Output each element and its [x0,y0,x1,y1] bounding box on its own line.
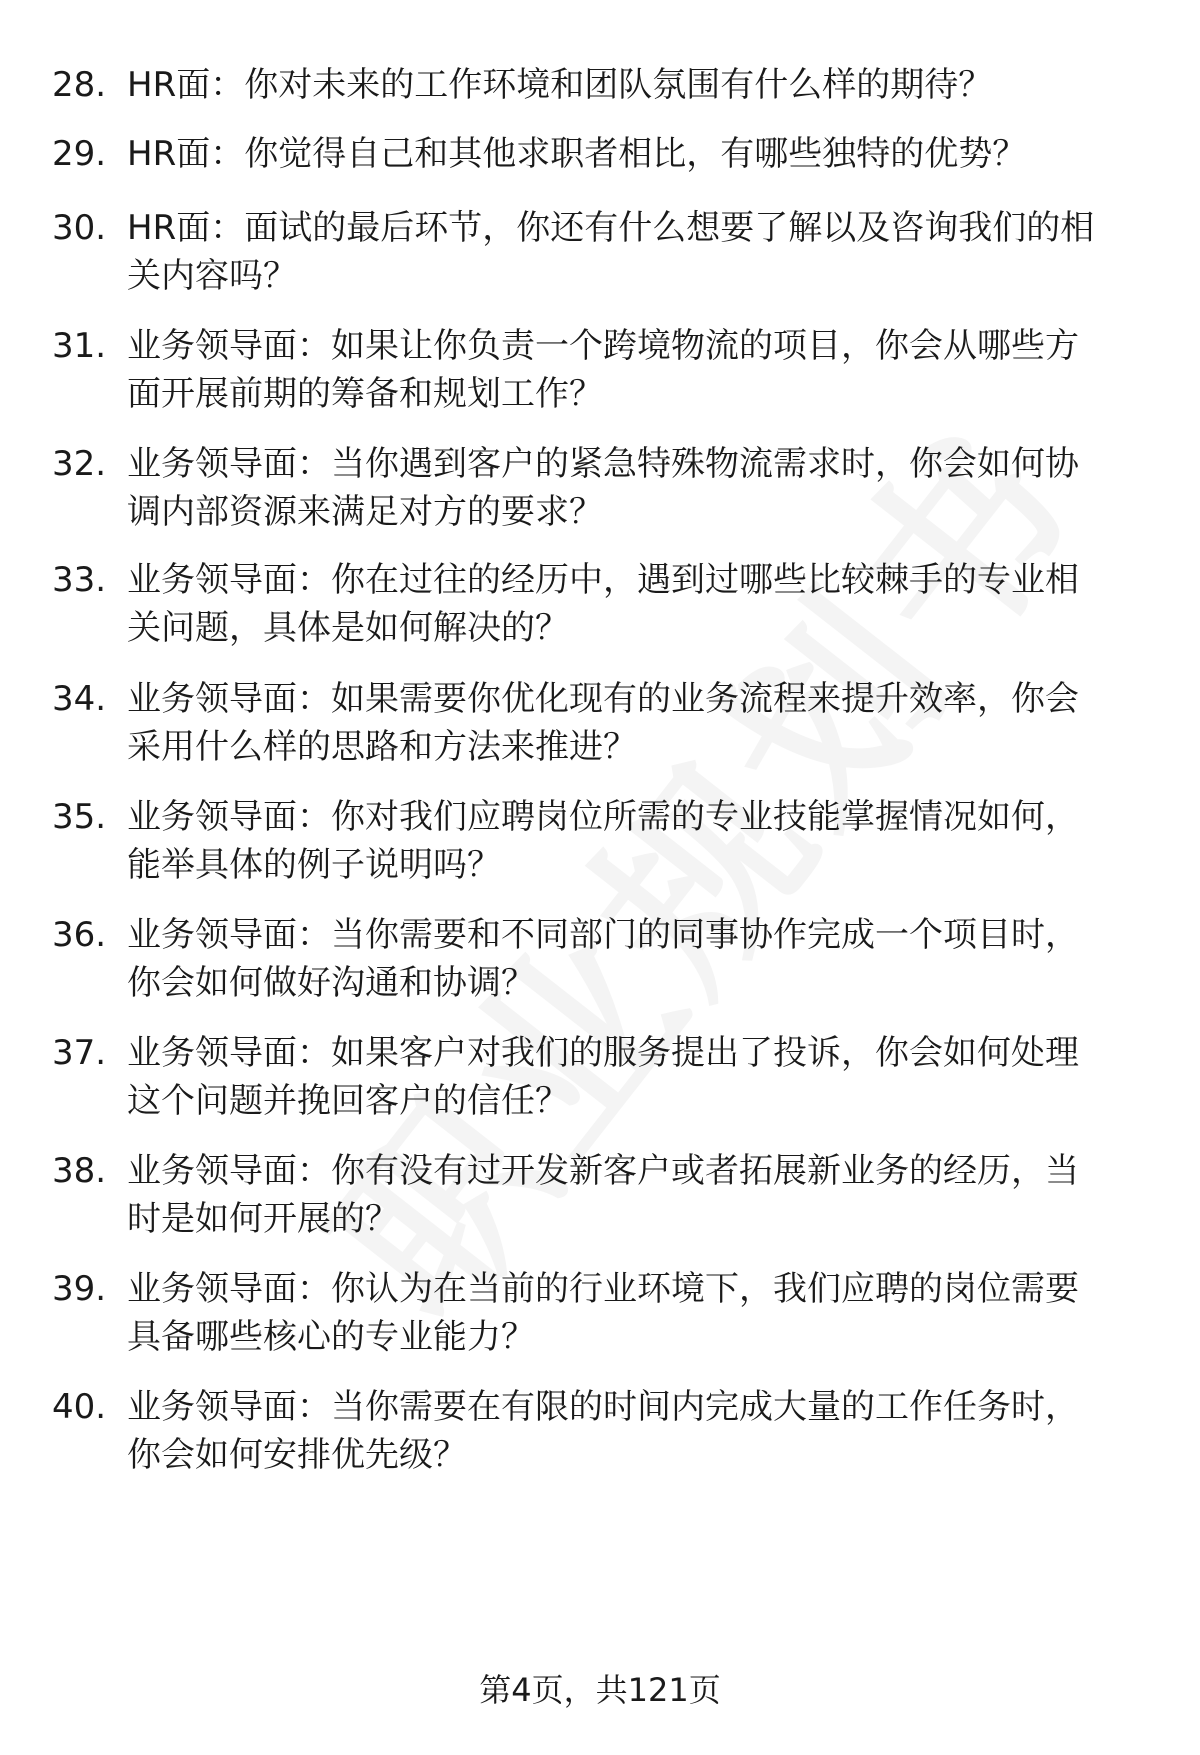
question-text [127,556,1157,652]
question-text [127,61,1157,109]
question-line: 具备哪些核心的专业能力？ [127,1317,535,1357]
question-line: 业务领导面：你认为在当前的行业环境下，我们应聘的岗位需要 [127,1269,1079,1309]
question-line: 你会如何做好沟通和协调？ [127,963,535,1003]
question-line: 业务领导面：如果需要你优化现有的业务流程来提升效率，你会 [127,679,1079,719]
question-line: 时是如何开展的？ [127,1199,399,1239]
question-text [127,1147,1157,1243]
question-line: 业务领导面：如果客户对我们的服务提出了投诉，你会如何处理 [127,1033,1079,1073]
question-text [127,1265,1157,1361]
page-footer: 第4页，共121页 [479,1671,721,1709]
question-line: 面开展前期的筹备和规划工作？ [127,374,603,414]
question-number: 32. [52,444,107,484]
question-line: HR面：你觉得自己和其他求职者相比，有哪些独特的优势？ [127,134,1027,174]
question-number: 30. [52,208,107,248]
question-line: 这个问题并挽回客户的信任？ [127,1081,569,1121]
question-text [127,322,1157,418]
question-number: 28. [52,65,107,105]
question-number: 34. [52,679,107,719]
question-line: 业务领导面：你对我们应聘岗位所需的专业技能掌握情况如何， [127,797,1079,837]
question-line: 能举具体的例子说明吗？ [127,845,501,885]
question-text [127,1029,1157,1125]
question-text [127,911,1157,1007]
question-number: 40. [52,1387,107,1427]
question-line: 业务领导面：当你需要在有限的时间内完成大量的工作任务时， [127,1387,1079,1427]
question-text [127,675,1157,771]
question-line: HR面：你对未来的工作环境和团队氛围有什么样的期待？ [127,65,993,105]
question-line: 调内部资源来满足对方的要求？ [127,492,603,532]
question-line: 业务领导面：当你需要和不同部门的同事协作完成一个项目时， [127,915,1079,955]
question-number: 33. [52,560,107,600]
question-line: 业务领导面：如果让你负责一个跨境物流的项目，你会从哪些方 [127,326,1079,366]
question-line: 业务领导面：你在过往的经历中，遇到过哪些比较棘手的专业相 [127,560,1079,600]
question-line: 你会如何安排优先级？ [127,1435,467,1475]
question-number: 39. [52,1269,107,1309]
question-line: HR面：面试的最后环节，你还有什么想要了解以及咨询我们的相 [127,208,1095,248]
question-number: 31. [52,326,107,366]
question-line: 采用什么样的思路和方法来推进？ [127,727,637,767]
question-number: 37. [52,1033,107,1073]
question-text [127,1383,1157,1479]
question-number: 29. [52,134,107,174]
question-number: 38. [52,1151,107,1191]
question-line: 业务领导面：你有没有过开发新客户或者拓展新业务的经历，当 [127,1151,1079,1191]
question-text [127,204,1157,300]
question-text [127,793,1157,889]
question-text [127,130,1157,178]
question-line: 关内容吗？ [127,256,297,296]
question-number: 36. [52,915,107,955]
question-text [127,440,1157,536]
question-line: 业务领导面：当你遇到客户的紧急特殊物流需求时，你会如何协 [127,444,1079,484]
question-number: 35. [52,797,107,837]
question-line: 关问题，具体是如何解决的？ [127,608,569,648]
